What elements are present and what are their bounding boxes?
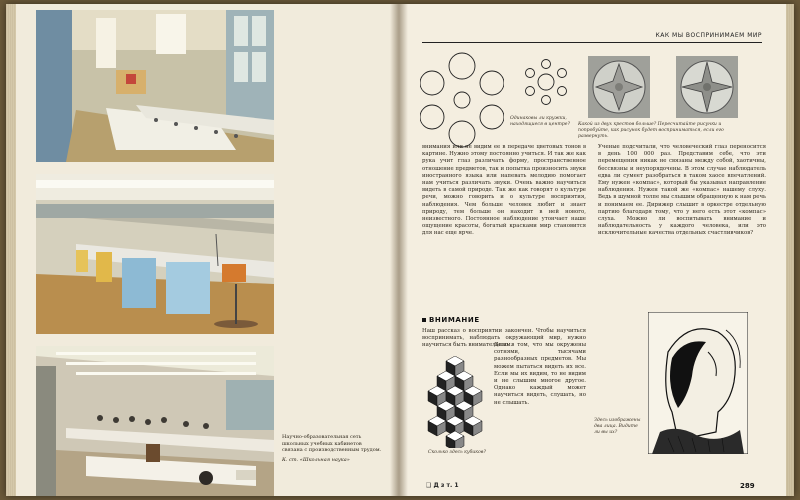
left-page-caption [282,434,382,463]
folio-mark: ❑ Д з т. 1 [426,482,459,489]
photo-classroom-students [36,346,274,496]
book-gutter [390,4,408,496]
figure-cubes-illusion [420,356,490,452]
running-head: КАК МЫ ВОСПРИНИМАЕМ МИР [422,32,762,43]
face-caption: Здесь изображены два лица. Видите ли вы их? [594,418,641,435]
open-book [6,4,794,496]
right-page [398,4,794,496]
figure-face-illusion [648,312,748,458]
figure-circles-large [420,52,504,152]
caption-text: Научно-образовательная сеть школьных учебных кабинетов связана с производственным трудом. [282,434,382,453]
page-number: 289 [740,482,755,490]
figure-cross-left [588,56,650,122]
section-heading: ВНИМАНИЕ [422,316,480,324]
circles-caption: Одинаковы ли кружки, находящиеся в центре? [510,116,570,127]
figure-cross-right [676,56,738,122]
photo-laboratory-desks [36,174,274,334]
left-page [6,4,398,496]
crosses-caption: Какой из двух крестов больше? Пересчитайте рисунки и попробуйте, как рисунок будет восприниматься, если его развернуть. [578,122,724,139]
text-column-1: внимания или не видим ее в передаче цветовых тонов в картине. Нужно этому постоянно учиться. И так же как рука учит глаз различать форму, пространственное отношение предметов, так и попытка произносить звуки иностранного языка или напевать мелодию помогает нам учиться различать звуки. Очень важно научиться видеть в самой природе. Так же как говорят о культуре речи, можно говорить и о культуре восприятия, наблюдения. Чем больше человек любит и знает природу, тем больше он находит в ней нового, неизвестного. Постоянное наблюдение утончает наше ощущение красоты, богатый красками мир становится для нас еще ярче. [422,144,586,237]
figure-circles-small [522,58,570,110]
cubes-caption: Сколько здесь кубиков? [428,450,486,455]
page-edges-left [6,4,16,496]
text-column-3: Наш рассказ о восприятии закончен. Чтобы научиться воспринимать, наблюдать окружающий мир, нужно научиться быть внимательным. [422,328,586,349]
text-column-2: Ученые подсчитали, что человеческий глаз переносится в день 100 000 раз. Представим себе, что эти перемещения никак не связаны между собой, хаотичны, бессвязны и неупорядочены. В этом случае наблюдатель едва ли сумеет разобраться в таком хаосе впечатлений. Ему нужен «компас», который бы указывал направление наблюдения. Нужен такой же «компас» нашему слуху. Ведь в шумной толпе мы слышим обращенную к нам речь и понимаем ее. Дирижер слышит в оркестре отдельную партию благодаря тому, что у него есть этот «компас» слуха. Можно ли воспитывать внимание и наблюдательность у каждого человека, или это исключительные качества отдельных счастливчиков? [598,144,766,237]
text-column-3b: Дело в том, что мы окружены сотнями, тысячами разнообразных предметов. Мы можем пытаться видеть их все. Если мы их видим, то не видим и не слышим многое другое. Однако каждый может научиться видеть, слушать, но не слышать. [494,342,586,406]
photo-classroom-overhead [36,10,274,162]
page-edges-right [786,4,794,496]
caption-source: К. ст. «Школьная наука» [282,456,350,463]
